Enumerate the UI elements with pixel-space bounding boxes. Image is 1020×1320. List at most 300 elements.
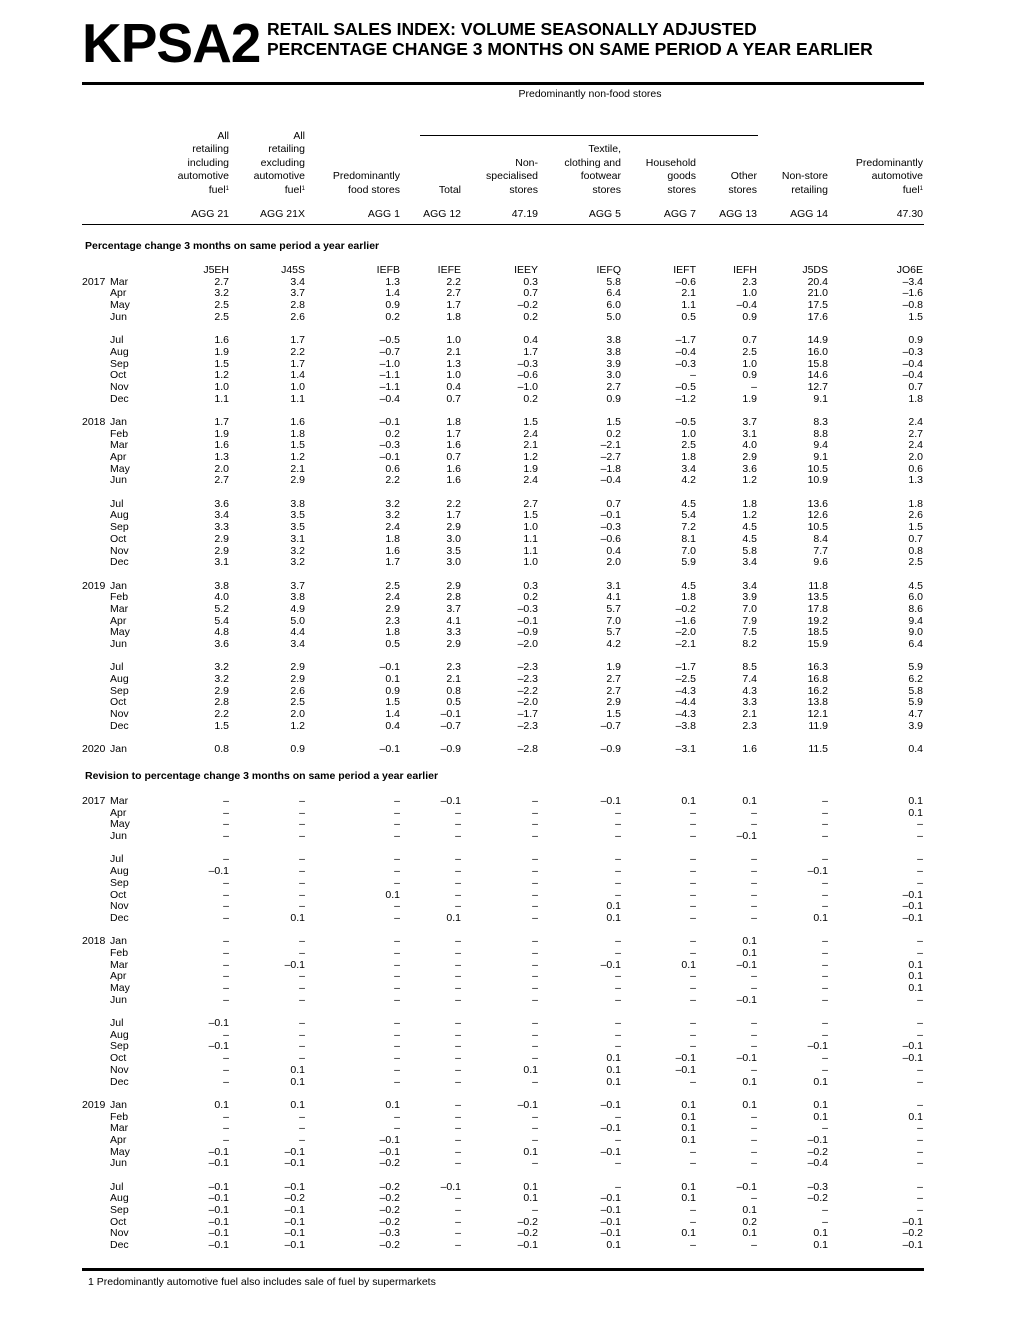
table-cell: 7.0: [606, 614, 621, 627]
table-cell: –: [751, 1239, 757, 1252]
row-month: Oct: [110, 696, 127, 709]
table-cell: 1.4: [385, 287, 400, 300]
table-cell: 2.0: [214, 462, 229, 475]
table-cell: –3.4: [902, 275, 923, 288]
table-cell: 2.7: [606, 673, 621, 686]
table-cell: –2.3: [517, 661, 538, 674]
table-cell: –: [223, 900, 229, 913]
table-cell: 3.0: [446, 556, 461, 569]
row-month: Jun: [110, 474, 127, 487]
row-month: Sep: [110, 357, 129, 370]
row-month: Aug: [110, 345, 129, 358]
table-cell: 2.3: [742, 275, 757, 288]
table-cell: –0.1: [379, 661, 400, 674]
table-cell: –0.1: [208, 1215, 229, 1228]
column-code: AGG 21X: [260, 208, 305, 220]
table-cell: 2.4: [385, 521, 400, 534]
table-cell: 0.6: [908, 462, 923, 475]
table-cell: 2.6: [908, 509, 923, 522]
table-cell: 0.1: [523, 1063, 538, 1076]
row-month: Nov: [110, 1227, 129, 1240]
table-cell: 0.1: [908, 958, 923, 971]
row-month: Oct: [110, 1215, 127, 1228]
table-cell: 3.4: [681, 462, 696, 475]
row-year: 2020: [82, 743, 106, 756]
row-month: Jul: [110, 853, 124, 866]
table-row: [82, 697, 924, 709]
row-month: Nov: [110, 708, 129, 721]
table-cell: –1.2: [675, 392, 696, 405]
table-cell: –: [822, 900, 828, 913]
row-label: [82, 831, 127, 843]
table-cell: 3.3: [214, 521, 229, 534]
table-cell: –: [455, 1133, 461, 1146]
row-month: Oct: [110, 1052, 127, 1065]
table-cell: –: [917, 1204, 923, 1217]
table-cell: 2.3: [385, 614, 400, 627]
row-month: Sep: [110, 1040, 129, 1053]
table-cell: 3.9: [606, 357, 621, 370]
table-cell: IEFE: [437, 264, 461, 276]
table-cell: 1.9: [214, 427, 229, 440]
table-cell: 9.4: [908, 614, 923, 627]
table-cell: IEFT: [673, 264, 696, 276]
table-cell: 2.7: [908, 427, 923, 440]
table-cell: –: [615, 1110, 621, 1123]
row-month: Aug: [110, 1028, 129, 1041]
table-cell: –: [690, 818, 696, 831]
bottom-rule: [82, 1268, 924, 1271]
table-cell: –0.1: [600, 1145, 621, 1158]
table-cell: 2.1: [681, 287, 696, 300]
table-cell: –: [690, 1239, 696, 1252]
table-cell: –0.2: [379, 1192, 400, 1205]
table-row: [82, 417, 924, 429]
table-row: [82, 277, 924, 289]
table-cell: –: [917, 993, 923, 1006]
table-cell: –0.1: [208, 1040, 229, 1053]
table-cell: –0.4: [902, 369, 923, 382]
row-label: [82, 744, 127, 756]
table-cell: 0.1: [742, 1204, 757, 1217]
table-cell: IEFQ: [596, 264, 621, 276]
table-cell: –: [299, 1133, 305, 1146]
table-cell: 2.7: [214, 275, 229, 288]
table-cell: 2.1: [446, 345, 461, 358]
table-cell: –0.1: [600, 509, 621, 522]
table-cell: 0.9: [908, 334, 923, 347]
table-cell: 3.6: [214, 638, 229, 650]
table-cell: –: [532, 830, 538, 843]
row-year: 2017: [82, 795, 106, 807]
row-month: Aug: [110, 865, 129, 878]
table-cell: –: [532, 1075, 538, 1088]
table-cell: 1.3: [446, 357, 461, 370]
table-cell: 3.2: [290, 556, 305, 569]
column-header-line: food stores: [348, 183, 400, 196]
table-cell: 0.1: [385, 888, 400, 901]
table-cell: –: [615, 993, 621, 1006]
table-cell: –: [690, 830, 696, 843]
table-row: [82, 288, 924, 300]
table-cell: –: [751, 1063, 757, 1076]
table-cell: 1.2: [290, 719, 305, 732]
row-year: 2019: [82, 579, 106, 592]
table-cell: 0.9: [742, 369, 757, 382]
table-cell: –2.0: [517, 638, 538, 650]
table-cell: JO6E: [896, 264, 923, 276]
table-cell: 0.1: [681, 1122, 696, 1135]
table-cell: 1.8: [290, 427, 305, 440]
row-month: Jan: [110, 743, 127, 756]
table-cell: 4.5: [742, 521, 757, 534]
table-cell: 0.1: [606, 911, 621, 924]
table-cell: –0.1: [208, 1192, 229, 1205]
table-cell: –: [532, 911, 538, 924]
table-cell: 2.4: [908, 439, 923, 452]
column-header-line: fuel$^1$: [902, 183, 923, 196]
table-cell: –0.2: [517, 1215, 538, 1228]
table-cell: –: [822, 830, 828, 843]
table-cell: –: [455, 935, 461, 948]
table-cell: 3.8: [606, 334, 621, 347]
table-cell: 0.8: [446, 684, 461, 697]
table-cell: –: [299, 876, 305, 889]
table-cell: 2.9: [290, 673, 305, 686]
row-month: Mar: [110, 602, 129, 615]
table-cell: 16.0: [807, 345, 828, 358]
table-cell: –0.1: [600, 1215, 621, 1228]
table-cell: 0.1: [606, 1239, 621, 1252]
table-cell: –: [299, 1110, 305, 1123]
table-cell: 0.1: [290, 1075, 305, 1088]
section-title-percentage-change: Percentage change 3 months on same period a year earlier: [85, 240, 380, 252]
table-cell: –: [917, 1028, 923, 1041]
table-cell: –1.6: [675, 614, 696, 627]
table-cell: 0.2: [606, 427, 621, 440]
table-cell: –0.1: [379, 415, 400, 428]
table-cell: –0.7: [440, 719, 461, 732]
table-cell: 0.1: [813, 1239, 828, 1252]
table-row: [82, 960, 924, 972]
table-row: [82, 948, 924, 960]
table-cell: 0.6: [385, 462, 400, 475]
table-cell: J5EH: [203, 264, 229, 276]
table-cell: 5.9: [908, 696, 923, 709]
table-cell: 1.5: [606, 415, 621, 428]
table-cell: 0.1: [908, 970, 923, 983]
table-cell: –0.3: [379, 439, 400, 452]
row-month: Dec: [110, 911, 129, 924]
table-cell: 1.9: [214, 345, 229, 358]
table-cell: 1.0: [446, 369, 461, 382]
header-rule: [82, 224, 924, 225]
table-cell: 6.4: [606, 287, 621, 300]
table-cell: –0.1: [902, 1052, 923, 1065]
table-cell: 3.5: [290, 521, 305, 534]
table-cell: –: [455, 970, 461, 983]
table-cell: 8.6: [908, 602, 923, 615]
table-cell: –2.3: [517, 719, 538, 732]
table-cell: 2.5: [681, 439, 696, 452]
table-cell: 1.5: [290, 439, 305, 452]
row-month: Apr: [110, 614, 127, 627]
row-month: Jul: [110, 661, 124, 674]
table-code: KPSA2: [82, 12, 261, 74]
table-cell: 4.5: [681, 579, 696, 592]
table-row: [82, 370, 924, 382]
table-row: [82, 831, 924, 843]
table-cell: –: [223, 888, 229, 901]
table-cell: –0.1: [600, 1098, 621, 1111]
table-cell: 5.9: [908, 661, 923, 674]
table-row: [82, 534, 924, 546]
table-cell: 2.7: [446, 287, 461, 300]
table-cell: –: [394, 830, 400, 843]
table-cell: 0.4: [606, 544, 621, 557]
table-cell: 0.1: [681, 1227, 696, 1240]
table-cell: 3.6: [742, 462, 757, 475]
table-cell: 0.7: [908, 380, 923, 393]
table-row: [82, 913, 924, 925]
table-cell: 4.7: [908, 708, 923, 721]
table-cell: –: [751, 982, 757, 994]
table-cell: –: [751, 1145, 757, 1158]
row-month: Jun: [110, 1157, 127, 1170]
column-code: AGG 12: [423, 208, 461, 220]
table-row: [82, 394, 924, 406]
table-row: [82, 581, 924, 593]
row-month: Mar: [110, 439, 129, 452]
table-cell: –: [455, 1145, 461, 1158]
table-cell: –0.1: [807, 1040, 828, 1053]
table-cell: –0.6: [600, 532, 621, 545]
table-cell: –: [455, 1122, 461, 1135]
table-cell: –: [532, 1110, 538, 1123]
row-month: Apr: [110, 451, 127, 463]
table-cell: –: [394, 911, 400, 924]
footnote-marker: 1: [919, 185, 923, 192]
table-cell: –0.1: [675, 1052, 696, 1065]
table-cell: 5.7: [606, 626, 621, 639]
table-cell: –: [223, 1063, 229, 1076]
table-cell: –: [223, 876, 229, 889]
table-cell: –2.5: [675, 673, 696, 686]
table-cell: 16.8: [807, 673, 828, 686]
table-cell: J5DS: [802, 264, 828, 276]
table-cell: –: [822, 888, 828, 901]
table-cell: 1.6: [290, 415, 305, 428]
table-cell: –: [394, 900, 400, 913]
table-cell: –: [299, 900, 305, 913]
table-cell: –0.1: [284, 958, 305, 971]
table-cell: 1.8: [385, 626, 400, 639]
table-cell: –: [455, 946, 461, 959]
table-cell: 0.1: [606, 1052, 621, 1065]
table-cell: 2.9: [214, 532, 229, 545]
table-cell: IEFB: [376, 264, 400, 276]
column-header-line: Non-store: [781, 170, 828, 182]
table-cell: –: [615, 830, 621, 843]
column-header-line: retailing: [791, 183, 828, 196]
row-month: Jan: [110, 935, 127, 948]
table-row: [82, 300, 924, 312]
table-cell: –2.8: [517, 743, 538, 756]
row-month: Feb: [110, 591, 129, 604]
table-cell: 9.6: [813, 556, 828, 569]
table-cell: 1.5: [606, 708, 621, 721]
table-cell: –: [690, 806, 696, 819]
table-cell: –: [394, 865, 400, 878]
table-cell: –0.1: [675, 1063, 696, 1076]
table-cell: –: [917, 1157, 923, 1170]
table-cell: –: [615, 865, 621, 878]
table-cell: –: [223, 1122, 229, 1135]
table-cell: –: [751, 1028, 757, 1041]
table-row: [82, 452, 924, 464]
table-cell: 2.8: [290, 299, 305, 312]
table-cell: –0.6: [517, 369, 538, 382]
table-row: [82, 995, 924, 1007]
table-cell: 0.2: [523, 392, 538, 405]
table-cell: –: [455, 1052, 461, 1065]
table-cell: –: [394, 1063, 400, 1076]
row-month: Jun: [110, 310, 127, 323]
table-cell: 3.1: [214, 556, 229, 569]
table-cell: 1.5: [523, 509, 538, 522]
table-cell: –0.3: [902, 345, 923, 358]
table-cell: 5.8: [908, 684, 923, 697]
column-header-7: [646, 128, 696, 197]
table-cell: 11.9: [808, 719, 828, 732]
table-cell: –0.1: [208, 1227, 229, 1240]
table-cell: –: [223, 853, 229, 866]
table-cell: –: [455, 853, 461, 866]
table-cell: –: [394, 1040, 400, 1053]
table-cell: –: [394, 993, 400, 1006]
table-cell: –: [299, 970, 305, 983]
table-cell: 0.9: [742, 310, 757, 323]
table-cell: 1.8: [681, 451, 696, 463]
table-cell: –: [455, 865, 461, 878]
table-cell: 3.4: [290, 638, 305, 650]
table-cell: 6.4: [908, 638, 923, 650]
column-header-10: [856, 128, 923, 197]
table-cell: –: [822, 1017, 828, 1030]
table-cell: –: [532, 865, 538, 878]
table-cell: –0.3: [517, 602, 538, 615]
table-row: [82, 1100, 924, 1112]
table-cell: –0.3: [675, 357, 696, 370]
table-cell: 2.1: [446, 673, 461, 686]
table-cell: 3.2: [214, 661, 229, 674]
table-cell: 1.8: [385, 532, 400, 545]
table-cell: –: [690, 888, 696, 901]
table-cell: –: [751, 380, 757, 393]
table-cell: 3.3: [742, 696, 757, 709]
table-cell: –: [751, 853, 757, 866]
table-cell: 0.1: [290, 911, 305, 924]
row-month: Apr: [110, 806, 127, 819]
table-cell: 2.7: [214, 474, 229, 487]
table-cell: –: [690, 982, 696, 994]
table-cell: 3.7: [446, 602, 461, 615]
column-header-line: including: [187, 156, 229, 169]
table-cell: 10.5: [807, 462, 828, 475]
table-cell: 2.4: [908, 415, 923, 428]
column-header-line: clothing and: [564, 156, 621, 169]
table-cell: 1.5: [214, 357, 229, 370]
table-cell: 5.0: [290, 614, 305, 627]
table-cell: 7.4: [742, 673, 757, 686]
table-cell: –0.1: [600, 1122, 621, 1135]
table-cell: –: [455, 1028, 461, 1041]
table-cell: –: [751, 970, 757, 983]
table-cell: 1.2: [742, 509, 757, 522]
table-cell: –0.1: [807, 1133, 828, 1146]
table-cell: 1.3: [214, 451, 229, 463]
table-cell: –: [615, 853, 621, 866]
table-row: [82, 796, 924, 808]
table-cell: –0.2: [379, 1204, 400, 1217]
table-cell: –: [822, 1052, 828, 1065]
table-cell: –: [751, 1040, 757, 1053]
table-cell: 3.3: [446, 626, 461, 639]
table-cell: –: [532, 970, 538, 983]
table-cell: –0.1: [902, 888, 923, 901]
table-cell: 0.8: [908, 544, 923, 557]
row-month: Apr: [110, 1133, 127, 1146]
table-cell: –: [751, 900, 757, 913]
table-cell: –: [917, 935, 923, 948]
table-cell: –: [299, 982, 305, 994]
table-cell: –0.1: [208, 1180, 229, 1193]
table-cell: –: [299, 818, 305, 831]
column-header-line: excluding: [260, 156, 305, 169]
table-cell: 2.7: [523, 497, 538, 510]
table-cell: –: [394, 1110, 400, 1123]
table-cell: 17.6: [807, 310, 828, 323]
column-header-line: Predominantly: [332, 170, 400, 182]
row-month: Oct: [110, 888, 127, 901]
table-row: [82, 686, 924, 698]
table-cell: –0.2: [902, 1227, 923, 1240]
column-header-line: stores: [592, 183, 621, 196]
table-cell: –: [223, 1075, 229, 1088]
table-cell: 4.8: [214, 626, 229, 639]
row-month: Jan: [110, 1098, 127, 1111]
table-cell: –0.9: [600, 743, 621, 756]
table-row: [82, 901, 924, 913]
table-cell: –0.5: [675, 415, 696, 428]
table-cell: –2.2: [517, 684, 538, 697]
table-cell: –0.1: [284, 1215, 305, 1228]
table-cell: 0.1: [681, 1133, 696, 1146]
table-cell: –0.1: [736, 958, 757, 971]
table-cell: 0.5: [446, 696, 461, 709]
table-row: [82, 592, 924, 604]
table-cell: –: [299, 935, 305, 948]
table-row: [82, 890, 924, 902]
table-cell: 6.0: [606, 299, 621, 312]
table-cell: –: [532, 900, 538, 913]
row-month: Jan: [110, 415, 127, 428]
row-month: Dec: [110, 392, 129, 405]
table-cell: J45S: [281, 264, 305, 276]
column-header-4: [439, 128, 461, 197]
table-cell: –: [394, 1052, 400, 1065]
table-cell: –: [751, 1017, 757, 1030]
